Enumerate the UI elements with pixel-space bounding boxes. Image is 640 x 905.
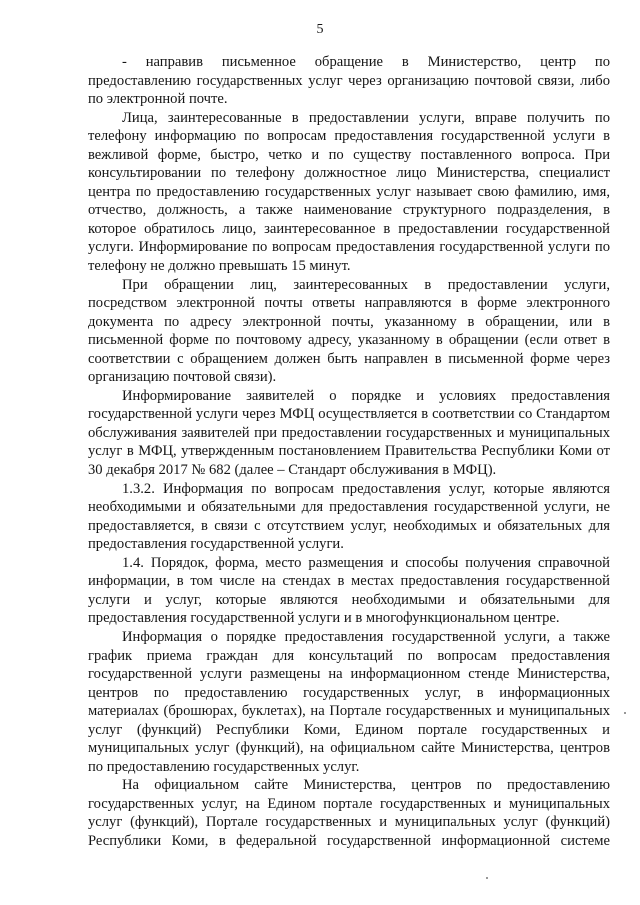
- paragraph: На официальном сайте Министерства, центров по предоставлению государственных услуг, на Едином портале государственных и муниципальных услуг (функций), Портале государственных и муниципальных услуг (функций) Республики Коми, в федеральной государственной информационной системе: [88, 777, 610, 849]
- paragraph: 1.3.2. Информация по вопросам предоставления услуг, которые являются необходимыми и обязательными для предоставления государственной услуги, не предоставляется, в связи с отсутствием услуг, необходимых и обязательных для предоставления государственной услуги.: [88, 480, 610, 553]
- scan-speck: [624, 712, 626, 714]
- paragraph: 1.4. Порядок, форма, место размещения и способы получения справочной информации, в том числе на стендах в местах предоставления государственной услуги и услуг, которые являются необходимыми и обязательными для предоставления государственной услуги и в многофункциональном центре.: [88, 554, 610, 627]
- page-number: 5: [316, 22, 324, 37]
- scan-speck: [486, 877, 488, 879]
- paragraph: При обращении лиц, заинтересованных в предоставлении услуги, посредством электронной почты ответы направляются в форме электронного документа по адресу электронной почты, указанному в обращении, или в письменной форме по почтовому адресу, указанному в обращении (если ответ в соответствии с обращением должен быть направлен в письменной форме через организацию почтовой связи).: [88, 276, 610, 386]
- paragraph: Информация о порядке предоставления государственной услуги, а также график приема граждан для консультаций по вопросам предоставления государственной услуги размещены на информационном стенде Министерства, центров по предоставлению государственных услуг, в информационных материалах (брошюрах, буклетах), на Портале государственных и муниципальных услуг (функций) Республики Коми, Едином портале государственных и муниципальных услуг (функций), на официальном сайте Министерства, центров по предоставлению государственных услуг.: [88, 628, 610, 775]
- paragraph: Лица, заинтересованные в предоставлении услуги, вправе получить по телефону информацию по вопросам предоставления государственной услуги в вежливой форме, быстро, четко и по существу поставленного вопроса. При консультировании по телефону должностное лицо Министерства, специалист центра по предоставлению государственных услуг называет свою фамилию, имя, отчество, должность, а также наименование структурного подразделения, в которое обратилось лицо, заинтересованное в предоставлении государственной услуги. Информирование по вопросам предоставления государственной услуги по телефону не должно превышать 15 минут.: [88, 109, 610, 275]
- paragraph: Информирование заявителей о порядке и условиях предоставления государственной услуги через МФЦ осуществляется в соответствии со Стандартом обслуживания заявителей при предоставлении государственных и муниципальных услуг в МФЦ, утвержденным постановлением Правительства Республики Коми от 30 декабря 2017 № 682 (далее – Стандарт обслуживания в МФЦ).: [88, 387, 610, 479]
- document-body: [88, 53, 610, 851]
- paragraph: - направив письменное обращение в Министерство, центр по предоставлению государственных услуг через организацию почтовой связи, либо по электронной почте.: [88, 54, 610, 108]
